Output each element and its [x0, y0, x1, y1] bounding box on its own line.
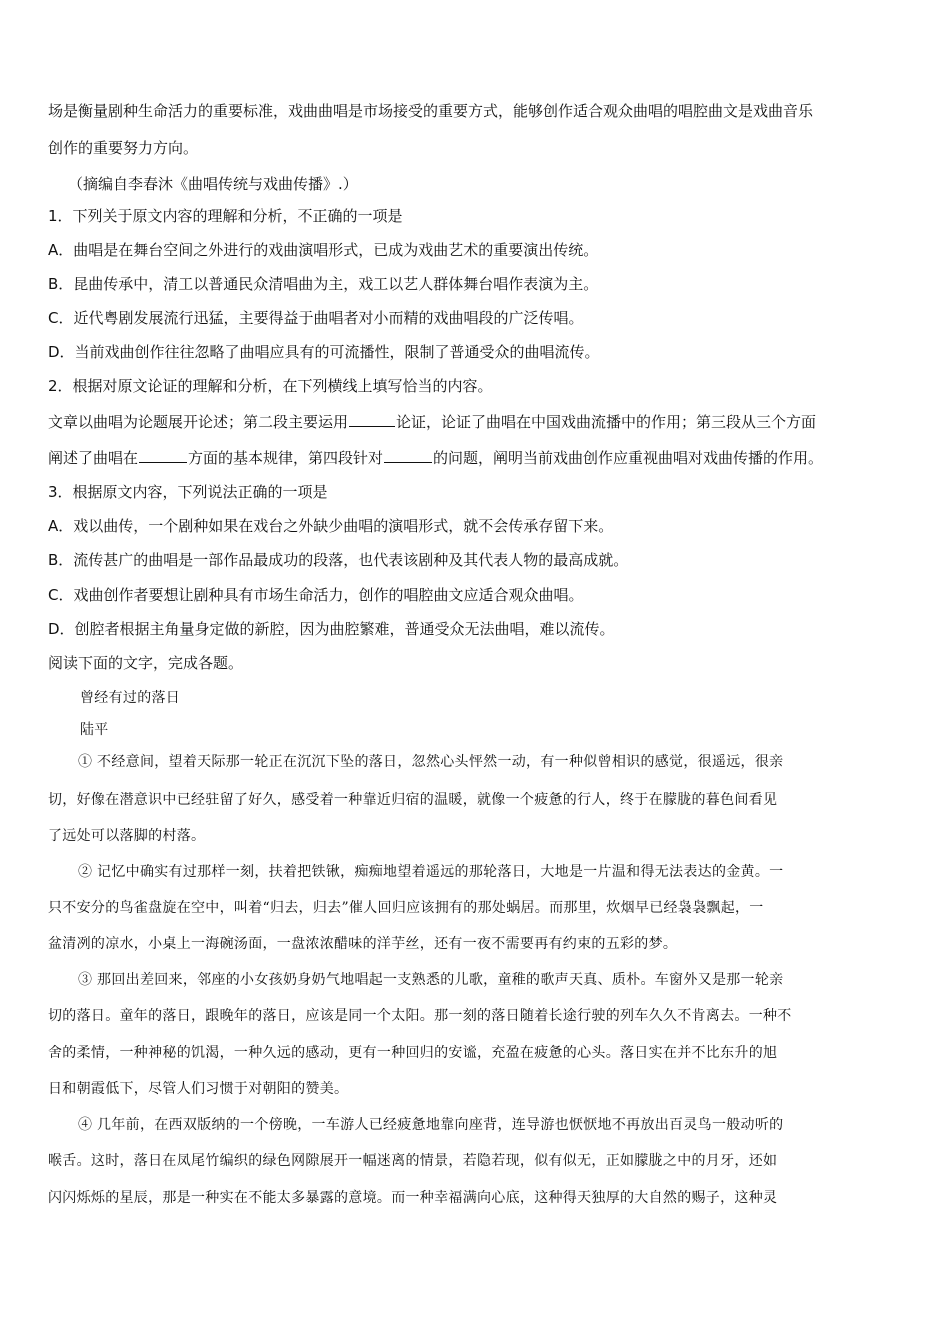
question-1-option-b: B．昆曲传承中，清工以普通民众清唱曲为主，戏工以艺人群体舞台唱作表演为主。 — [48, 275, 599, 293]
text-segment: 的问题，阐明当前戏曲创作应重视曲唱对戏曲传播的作用。 — [433, 449, 824, 467]
paragraph-4-line: 喉舌。这时，落日在凤尾竹编织的绿色网隙展开一幅迷离的情景，若隐若现，似有似无，正如朦胧之中的月牙，还如 — [48, 1153, 778, 1169]
paragraph-2-line: 盆清冽的凉水，小桌上一海碗汤面，一盘浓浓醋味的洋芋丝，还有一夜不需要再有约束的五彩的梦。 — [48, 936, 678, 952]
paragraph-1-line: ① 不经意间，望着天际那一轮正在沉沉下坠的落日，忽然心头怦然一动，有一种似曾相识的感觉，很遥远，很亲 — [78, 754, 784, 770]
paragraph-3-line: ③ 那回出差回来，邻座的小女孩奶身奶气地唱起一支熟悉的儿歌，童稚的歌声天真、质朴。车窗外又是那一轮亲 — [78, 972, 784, 988]
text-segment: 论证，论证了曲唱在中国戏曲流播中的作用；第三段从三个方面 — [396, 413, 817, 431]
reading-instruction: 阅读下面的文字，完成各题。 — [48, 654, 244, 672]
question-3-option-d: D．创腔者根据主角量身定做的新腔，因为曲腔繁难，普通受众无法曲唱，难以流传。 — [48, 620, 615, 638]
paragraph-3-line: 切的落日。童年的落日，跟晚年的落日，应该是同一个太阳。那一刻的落日随着长途行驶的列车久久不肯离去。一种不 — [48, 1008, 792, 1024]
paragraph-4-line: ④ 几年前，在西双版纳的一个傍晚，一车游人已经疲惫地靠向座背，连导游也恹恹地不再放出百灵鸟一般动听的 — [78, 1117, 784, 1133]
paragraph-4-line: 闪闪烁烁的星辰，那是一种实在不能太多暴露的意境。而一种幸福满向心底，这种得天独厚的大自然的赐子，这种灵 — [48, 1190, 778, 1206]
text-segment: 阐述了曲唱在 — [48, 449, 139, 467]
fill-blank-3[interactable] — [384, 448, 432, 463]
question-3-option-b: B．流传甚广的曲唱是一部作品最成功的段落，也代表该剧种及其代表人物的最高成就。 — [48, 551, 629, 569]
question-1-option-a: A．曲唱是在舞台空间之外进行的戏曲演唱形式，已成为戏曲艺术的重要演出传统。 — [48, 241, 599, 259]
paragraph-1-line: 切，好像在潜意识中已经驻留了好久，感受着一种靠近归宿的温暖，就像一个疲惫的行人，终于在朦胧的暮色间看见 — [48, 792, 778, 808]
question-1-option-d: D．当前戏曲创作往往忽略了曲唱应具有的可流播性，限制了普通受众的曲唱流传。 — [48, 343, 600, 361]
paragraph-2-line: 只不安分的鸟雀盘旋在空中，叫着“归去，归去”催人回归应该拥有的那处蜗居。而那里，炊烟早已经袅袅飘起，一 — [48, 900, 764, 916]
paragraph-3-line: 舍的柔情，一种神秘的饥渴，一种久远的感动，更有一种回归的安谧，充盈在疲惫的心头。落日实在并不比东升的旭 — [48, 1045, 778, 1061]
question-3-option-c: C．戏曲创作者要想让剧种具有市场生命活力，创作的唱腔曲文应适合观众曲唱。 — [48, 586, 584, 604]
question-1-option-c: C．近代粤剧发展流行迅猛，主要得益于曲唱者对小而精的戏曲唱段的广泛传唱。 — [48, 309, 584, 327]
question-2-line-1 — [48, 412, 908, 432]
passage-line: 创作的重要努力方向。 — [48, 139, 199, 157]
question-3-option-a: A．戏以曲传，一个剧种如果在戏台之外缺少曲唱的演唱形式，就不会传承存留下来。 — [48, 517, 614, 535]
text-segment: 方面的基本规律，第四段针对 — [188, 449, 384, 467]
question-2-stem: 2．根据对原文论证的理解和分析，在下列横线上填写恰当的内容。 — [48, 377, 493, 395]
paragraph-3-line: 日和朝霞低下，尽管人们习惯于对朝阳的赞美。 — [48, 1081, 349, 1097]
question-2-line-2 — [48, 448, 908, 468]
paragraph-2-line: ② 记忆中确实有过那样一刻，扶着把铁锹，痴痴地望着遥远的那轮落日，大地是一片温和得无法表达的金黄。一 — [78, 864, 784, 880]
fill-blank-1[interactable] — [349, 412, 395, 427]
paragraph-1-line: 了远处可以落脚的村落。 — [48, 828, 206, 844]
article-title: 曾经有过的落日 — [80, 690, 181, 706]
passage-line: 场是衡量剧种生命活力的重要标准，戏曲曲唱是市场接受的重要方式，能够创作适合观众曲唱的唱腔曲文是戏曲音乐 — [48, 102, 814, 120]
fill-blank-2[interactable] — [139, 448, 187, 463]
question-1-stem: 1．下列关于原文内容的理解和分析，不正确的一项是 — [48, 207, 403, 225]
source-citation: （摘编自李春沐《曲唱传统与戏曲传播》.） — [68, 175, 358, 193]
article-author: 陆平 — [80, 722, 109, 738]
question-3-stem: 3．根据原文内容，下列说法正确的一项是 — [48, 483, 328, 501]
text-segment: 文章以曲唱为论题展开论述；第二段主要运用 — [48, 413, 349, 431]
